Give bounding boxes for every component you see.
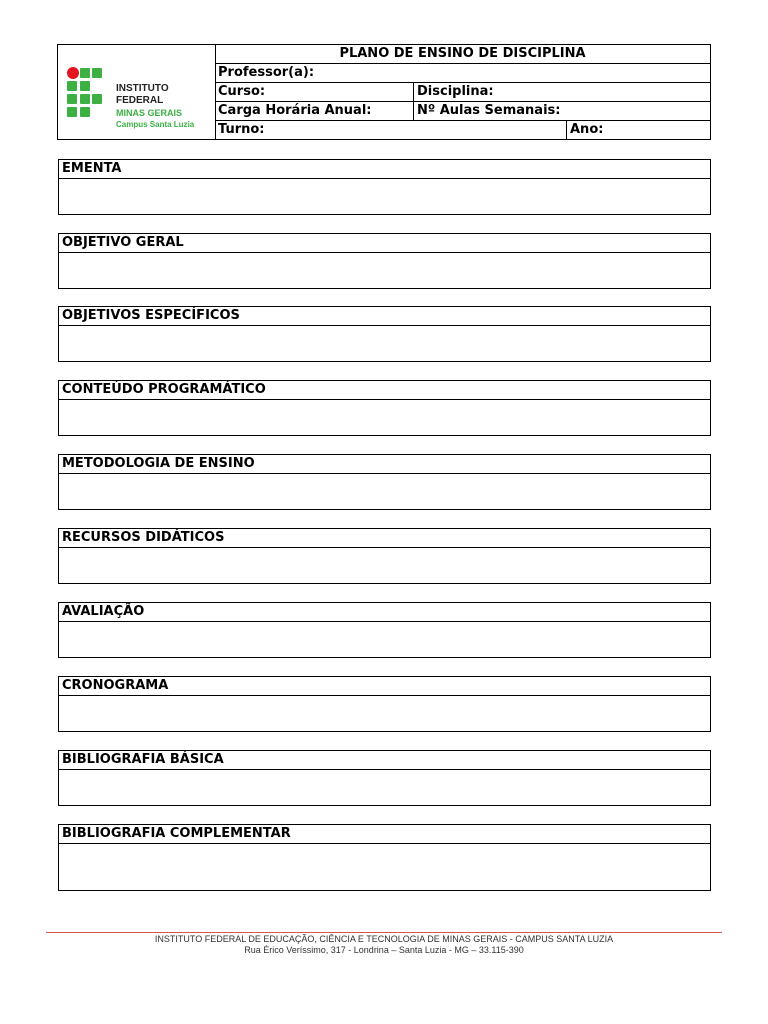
footer-address: Rua Érico Veríssimo, 317 - Londrina – Santa Luzia - MG – 33.115-390 xyxy=(244,945,524,955)
section-cronograma xyxy=(58,676,711,732)
logo-line-institution: INSTITUTO FEDERAL xyxy=(116,83,169,106)
section-body[interactable] xyxy=(59,326,710,361)
section-conteudo-programatico xyxy=(58,380,711,436)
section-body[interactable] xyxy=(59,253,710,288)
header-row-turno xyxy=(215,121,710,140)
carga-horaria-field[interactable]: Carga Horária Anual: xyxy=(218,103,372,118)
section-body[interactable] xyxy=(59,770,710,805)
section-title: BIBLIOGRAFIA BÁSICA xyxy=(59,751,710,770)
section-title: RECURSOS DIDÁTICOS xyxy=(59,529,710,548)
turno-field[interactable]: Turno: xyxy=(218,122,265,137)
logo-text xyxy=(116,83,215,131)
section-title: EMENTA xyxy=(59,160,710,179)
header-row-professor xyxy=(215,64,710,83)
section-bibliografia-complementar xyxy=(58,824,711,891)
document-title: PLANO DE ENSINO DE DISCIPLINA xyxy=(339,46,586,61)
section-body[interactable] xyxy=(59,400,710,435)
section-title: AVALIAÇÃO xyxy=(59,603,710,622)
section-objetivo-geral xyxy=(58,233,711,289)
section-title: METODOLOGIA DE ENSINO xyxy=(59,455,710,474)
section-recursos-didaticos xyxy=(58,528,711,584)
institution-logo xyxy=(58,45,216,139)
footer-divider xyxy=(46,932,722,933)
disciplina-field[interactable]: Disciplina: xyxy=(413,83,710,101)
header-row-curso xyxy=(215,83,710,102)
section-title: BIBLIOGRAFIA COMPLEMENTAR xyxy=(59,825,710,844)
section-title: CRONOGRAMA xyxy=(59,677,710,696)
section-body[interactable] xyxy=(59,179,710,214)
aulas-semanais-field[interactable]: Nº Aulas Semanais: xyxy=(413,102,710,120)
section-avaliacao xyxy=(58,602,711,658)
header-row-carga xyxy=(215,102,710,121)
section-bibliografia-basica xyxy=(58,750,711,806)
professor-field[interactable]: Professor(a): xyxy=(218,65,315,80)
section-body[interactable] xyxy=(59,622,710,657)
section-body[interactable] xyxy=(59,696,710,731)
section-title: CONTEÚDO PROGRAMÁTICO xyxy=(59,381,710,400)
section-objetivos-especificos xyxy=(58,306,711,362)
logo-line-state: MINAS GERAIS xyxy=(116,108,183,118)
section-body[interactable] xyxy=(59,548,710,583)
footer xyxy=(0,934,768,956)
footer-institution: INSTITUTO FEDERAL DE EDUCAÇÃO, CIÊNCIA E TECNOLOGIA DE MINAS GERAIS - CAMPUS SANTA LUZIA xyxy=(154,934,614,944)
section-title: OBJETIVO GERAL xyxy=(59,234,710,253)
ano-field[interactable]: Ano: xyxy=(566,121,710,140)
section-metodologia xyxy=(58,454,711,510)
header-table xyxy=(57,44,711,140)
logo-line-campus: Campus Santa Luzia xyxy=(116,120,195,129)
header-row-title xyxy=(215,45,710,64)
section-body[interactable] xyxy=(59,474,710,509)
logo-mark-icon xyxy=(67,67,103,119)
section-title: OBJETIVOS ESPECÍFICOS xyxy=(59,307,710,326)
curso-field[interactable]: Curso: xyxy=(218,84,266,99)
section-ementa xyxy=(58,159,711,215)
section-body[interactable] xyxy=(59,844,710,890)
